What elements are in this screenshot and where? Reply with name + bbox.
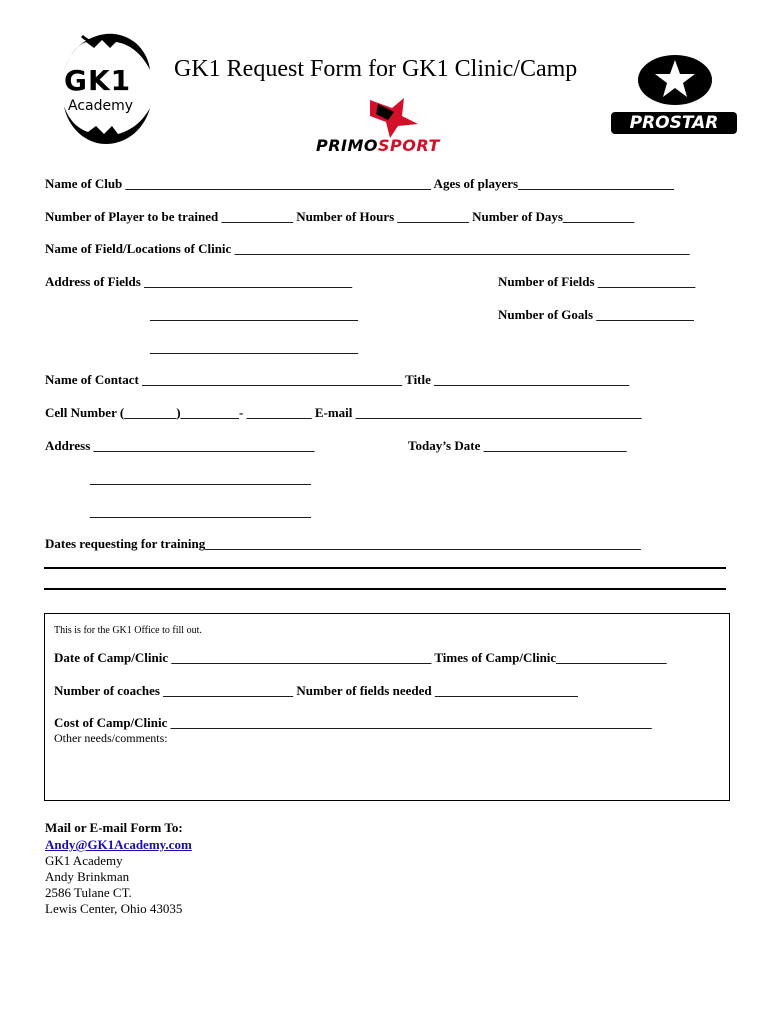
address-line-3[interactable]: __________________________________ xyxy=(90,504,311,519)
address-line-2[interactable]: __________________________________ xyxy=(90,471,311,486)
contact-title-line[interactable]: Name of Contact ________________________________________ Title ______________________________ xyxy=(45,372,630,387)
gk1-logo-text: GK1 xyxy=(64,64,132,97)
cell-email-line[interactable]: Cell Number (________)_________- __________ E-mail ____________________________________________ xyxy=(45,405,642,420)
office-note: This is for the GK1 Office to fill out. xyxy=(54,625,202,636)
address-of-fields-line[interactable]: Address of Fields ________________________________ xyxy=(45,274,353,289)
email-link[interactable]: Andy@GK1Academy.com xyxy=(45,837,192,852)
page-title: GK1 Request Form for GK1 Clinic/Camp xyxy=(174,56,578,82)
gk1-academy-logo xyxy=(46,30,154,148)
gk1-logo-subtext: Academy xyxy=(68,98,134,114)
office-use-box xyxy=(44,613,730,801)
address-of-fields-line-3[interactable]: ________________________________ xyxy=(150,340,358,355)
prostar-logo xyxy=(610,54,740,136)
mail-address-line-3: 2586 Tulane CT. xyxy=(45,885,132,900)
dates-requesting-line[interactable]: Dates requesting for training___________________________________________________________________ xyxy=(45,536,641,551)
club-ages-line[interactable]: Name of Club _______________________________________________ Ages of players________________________ xyxy=(45,176,675,191)
date-times-camp-line[interactable]: Date of Camp/Clinic ________________________________________ Times of Camp/Clinic_________________ xyxy=(54,650,667,665)
divider-rule-1 xyxy=(44,567,726,569)
field-locations-line[interactable]: Name of Field/Locations of Clinic ______________________________________________________________________ xyxy=(45,241,690,256)
prostar-star-icon xyxy=(637,54,713,106)
primosport-logo-text xyxy=(316,136,440,155)
address-line[interactable]: Address __________________________________ xyxy=(45,438,315,453)
todays-date-line[interactable]: Today’s Date ______________________ xyxy=(408,438,627,453)
number-of-fields-line[interactable]: Number of Fields _______________ xyxy=(498,274,696,289)
mail-address-line-4: Lewis Center, Ohio 43035 xyxy=(45,901,183,916)
cost-line[interactable]: Cost of Camp/Clinic __________________________________________________________________________ xyxy=(54,715,652,730)
players-hours-days-line[interactable]: Number of Player to be trained ___________ Number of Hours ___________ Number of Days___________ xyxy=(45,209,635,224)
number-of-goals-line[interactable]: Number of Goals _______________ xyxy=(498,307,694,322)
mail-address-line-2: Andy Brinkman xyxy=(45,869,130,884)
other-needs-label: Other needs/comments: xyxy=(54,731,168,745)
primosport-logo-text-primo: PRIMO xyxy=(316,136,379,155)
primosport-logo-text-sport: SPORT xyxy=(378,136,440,155)
primosport-logo-mark xyxy=(364,94,424,138)
mail-heading: Mail or E-mail Form To: xyxy=(45,820,183,835)
coaches-fields-line[interactable]: Number of coaches ____________________ Number of fields needed ______________________ xyxy=(54,683,578,698)
primosport-logo xyxy=(316,94,462,156)
mail-address-line-1: GK1 Academy xyxy=(45,853,123,868)
address-of-fields-line-2[interactable]: ________________________________ xyxy=(150,307,358,322)
prostar-logo-text: PROSTAR xyxy=(611,112,737,134)
divider-rule-2 xyxy=(44,588,726,590)
